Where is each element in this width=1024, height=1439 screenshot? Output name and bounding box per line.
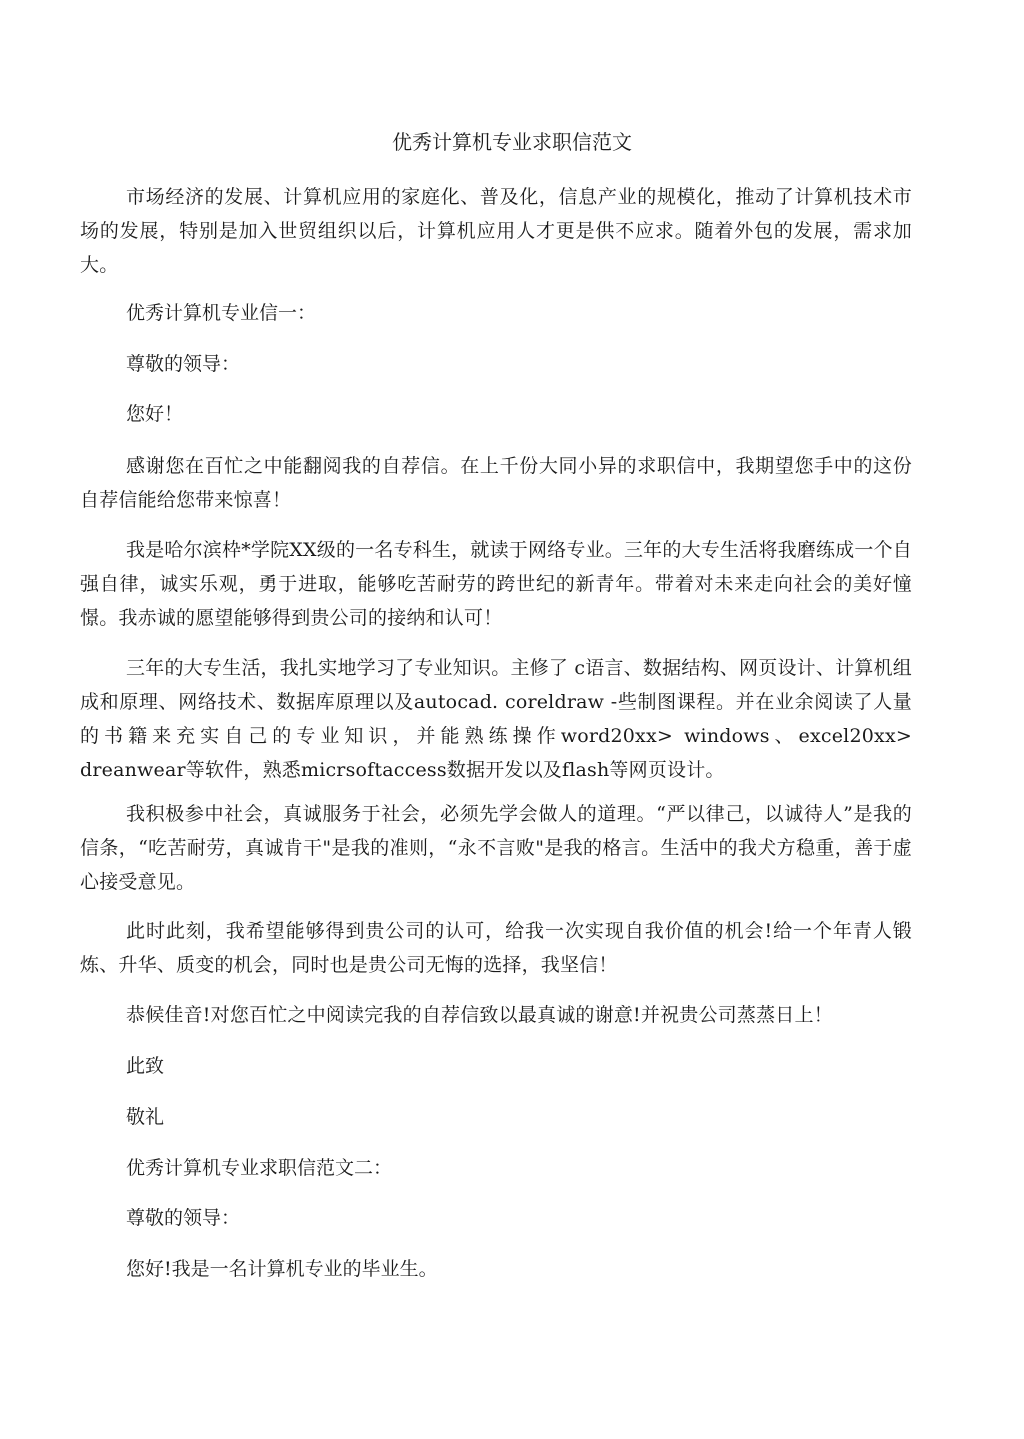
letter1-closing-1: 此致	[126, 1055, 165, 1077]
letter1-paragraph-1: 感谢您在百忙之中能翻阅我的自荐信。在上千份大同小异的求职信中，我期望您手中的这份自荐信能给您带来惊喜！	[80, 455, 912, 511]
letter1-salutation: 尊敬的领导：	[126, 353, 241, 375]
letter1-paragraph-2: 我是哈尔滨枠*学院XX级的一名专科生，就读于网络专业。三年的大专生活将我磨练成一个自强自律，诚实乐观，勇于进取，能够吃苦耐劳的跨世纪的新青年。带着对未来走向社会的美好憧憬。我赤诚的愿望能够得到贵公司的接纳和认可！	[80, 539, 912, 629]
letter1-closing-2: 敬礼	[126, 1106, 165, 1128]
letter2-heading: 优秀计算机专业求职信范文二：	[126, 1157, 393, 1179]
letter1-greeting: 您好！	[126, 403, 184, 425]
letter1-paragraph-5: 此时此刻，我希望能够得到贵公司的认可，给我一次实现自我价值的机会!给一个年青人锻炼、升华、质变的机会，同时也是贵公司无悔的选择，我坚信！	[80, 920, 912, 976]
letter2-salutation: 尊敬的领导：	[126, 1207, 241, 1229]
letter1-paragraph-6: 恭候佳音!对您百忙之中阅读完我的自荐信致以最真诚的谢意!并祝贵公司蒸蒸日上！	[126, 1004, 833, 1026]
letter1-paragraph-3: 三年的大专生活，我扎实地学习了专业知识。主修了 c语言、数据结构、网页设计、计算机组成和原理、网络技术、数据库原理以及autocad. coreldraw -些制图课程。并在业余阅读了人量的书籍来充实自己的专业知识，并能熟练操作word20xx> windows、excel20xx> dreanwear等软件，熟悉micrsoftaccess数据开发以及flash等网页设计。	[80, 657, 912, 781]
intro-paragraph: 市场经济的发展、计算机应用的家庭化、普及化，信息产业的规模化，推动了计算机技术市场的发展，特别是加入世贸组织以后，计算机应用人才更是供不应求。随着外包的发展，需求加大。	[80, 186, 912, 276]
letter1-heading: 优秀计算机专业信一：	[126, 302, 317, 324]
letter2-greeting: 您好!我是一名计算机专业的毕业生。	[126, 1258, 438, 1280]
letter1-paragraph-4: 我积极参中社会，真诚服务于社会，必须先学会做人的道理。“严以律己，以诚待人”是我的信条，“吃苦耐劳，真诚肯干"是我的准则，“永不言败"是我的格言。生活中的我犬方稳重，善于虚心接受意见。	[80, 803, 912, 893]
page-title: 优秀计算机专业求职信范文	[392, 130, 632, 154]
